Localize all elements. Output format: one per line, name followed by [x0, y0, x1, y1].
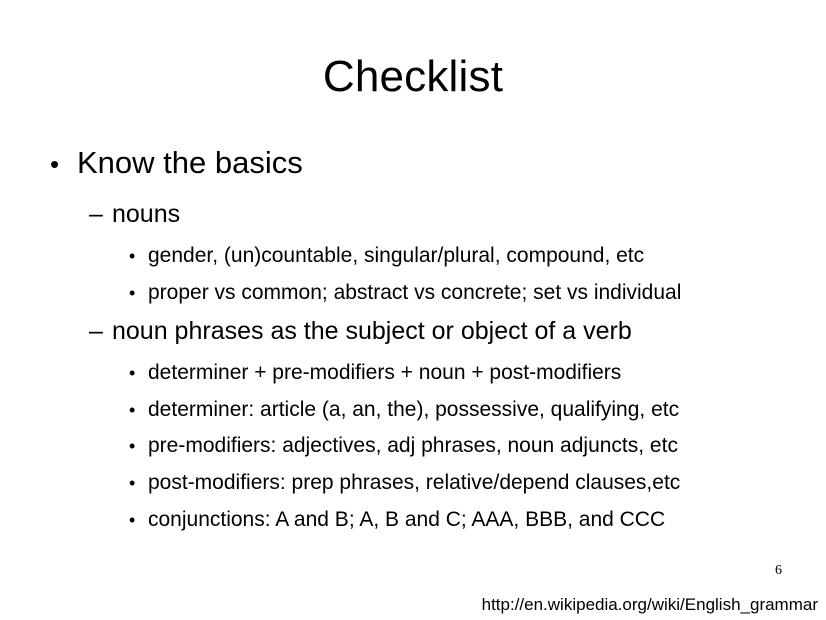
list-item-text: gender, (un)countable, singular/plural, compound, etc	[148, 244, 645, 267]
dash-icon: –	[89, 200, 103, 228]
section-heading-noun-phrases	[89, 315, 632, 347]
list-item	[129, 433, 678, 459]
list-item-text: determiner: article (a, an, the), possessive, qualifying, etc	[148, 398, 680, 421]
list-item-text: conjunctions: A and B; A, B and C; AAA, BBB, and CCC	[148, 508, 666, 531]
bullet-icon: •	[50, 149, 60, 179]
list-item	[129, 280, 681, 306]
page-number: 6	[775, 563, 782, 578]
bullet-icon: •	[129, 246, 136, 266]
bullet-icon: •	[129, 363, 136, 383]
bullet-icon: •	[129, 400, 136, 420]
dash-icon: –	[89, 317, 103, 345]
source-url: http://en.wikipedia.org/wiki/English_grammar	[481, 595, 818, 614]
list-item	[129, 397, 679, 423]
list-item	[129, 360, 621, 386]
section-heading-text: noun phrases as the subject or object of a verb	[112, 317, 632, 345]
list-item-text: proper vs common; abstract vs concrete; set vs individual	[148, 281, 682, 304]
list-item	[129, 470, 680, 496]
list-item-text: determiner + pre-modifiers + noun + post-modifiers	[148, 361, 622, 384]
bullet-icon: •	[129, 436, 136, 456]
bullet-level1	[50, 143, 303, 184]
list-item	[129, 507, 665, 533]
list-item	[129, 243, 644, 269]
list-item-text: post-modifiers: prep phrases, relative/depend clauses,etc	[148, 471, 681, 494]
bullet-icon: •	[129, 283, 136, 303]
section-heading-text: nouns	[112, 200, 181, 228]
bullet-icon: •	[129, 510, 136, 530]
list-item-text: pre-modifiers: adjectives, adj phrases, noun adjuncts, etc	[148, 434, 678, 457]
bullet-icon: •	[129, 473, 136, 493]
section-heading-nouns	[89, 198, 180, 230]
bullet-level1-text: Know the basics	[77, 145, 303, 180]
slide-title: Checklist	[322, 52, 504, 101]
